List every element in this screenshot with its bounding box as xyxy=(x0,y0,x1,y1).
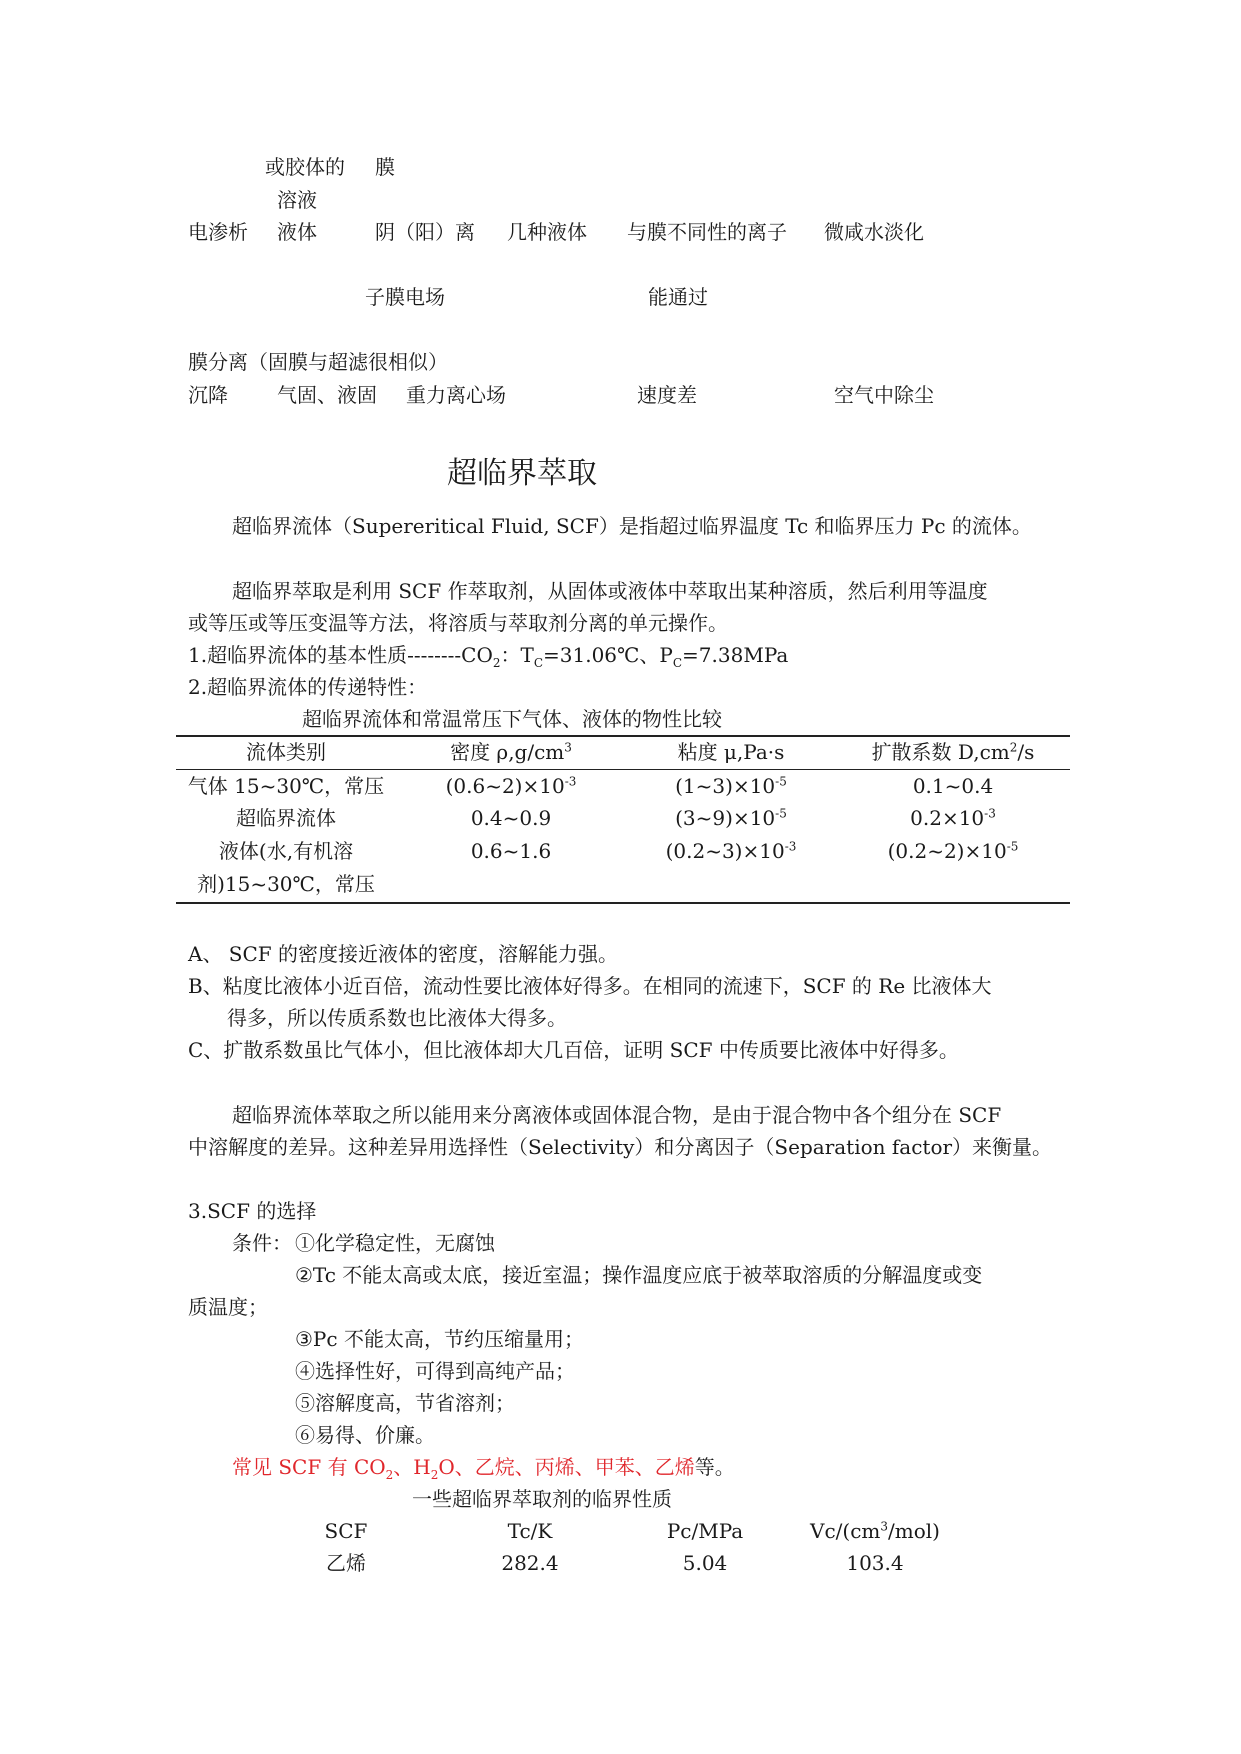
table-cell: 超临界流体 xyxy=(236,806,336,830)
table-bottom-rule xyxy=(176,902,1070,904)
paragraph: 超临界萃取是利用 SCF 作萃取剂，从固体或液体中萃取出某种溶质，然后利用等温度 xyxy=(232,579,988,603)
table-header-rule xyxy=(176,769,1070,770)
table-cell: 0.1~0.4 xyxy=(912,774,994,798)
fragment-text: 气固、液固 xyxy=(277,383,377,407)
point-b: 得多，所以传质系数也比液体大得多。 xyxy=(227,1006,567,1030)
paragraph: 或等压或等压变温等方法，将溶质与萃取剂分离的单元操作。 xyxy=(188,611,728,635)
fragment-text: 微咸水淡化 xyxy=(824,220,924,244)
common-scf-line: 常见 SCF 有 $CO_2$、$H_2O$、乙烷、丙烯、甲苯、乙烯等。 xyxy=(232,1455,735,1482)
table-cell: 0.4~0.9 xyxy=(470,806,552,830)
condition: ②Tc 不能太高或太底，接近室温；操作温度应底于被萃取溶质的分解温度或变 xyxy=(295,1263,983,1287)
table-caption: 一些超临界萃取剂的临界性质 xyxy=(412,1487,672,1511)
table-header: Tc/K xyxy=(507,1519,553,1543)
table-top-rule xyxy=(176,735,1070,737)
fragment-text: 空气中除尘 xyxy=(834,383,934,407)
condition: ⑥易得、价廉。 xyxy=(295,1423,435,1447)
condition: 质温度； xyxy=(188,1295,268,1319)
table-cell: $(0.2\sim 2)\times 10^{-5}$ xyxy=(887,839,1019,863)
fragment-text: 速度差 xyxy=(637,383,697,407)
fragment-text: 膜分离（固膜与超滤很相似） xyxy=(188,350,448,374)
table-header: 扩散系数 $D,cm^2/s$ xyxy=(871,740,1035,764)
list-item: 3.SCF 的选择 xyxy=(188,1199,317,1223)
fragment-text: 或胶体的 xyxy=(265,155,345,179)
list-item: 1.超临界流体的基本性质$--------CO_2$：$T_C=31.06℃$、$P_C=7.38MPa$ xyxy=(188,643,789,670)
condition: ⑤溶解度高，节省溶剂； xyxy=(295,1391,515,1415)
section-title: 超临界萃取 xyxy=(447,456,597,491)
table-cell: $(3\sim 9)\times 10^{-5}$ xyxy=(675,806,787,830)
table-header: 流体类别 xyxy=(246,740,326,764)
table-cell: $0.2\times 10^{-3}$ xyxy=(910,806,996,830)
fragment-text: 子膜电场 xyxy=(365,285,445,309)
condition: ①化学稳定性，无腐蚀 xyxy=(295,1231,495,1255)
table-cell: 剂)15~30℃，常压 xyxy=(197,872,375,896)
table-cell: $(0.6\sim 2)\times 10^{-3}$ xyxy=(445,774,577,798)
table-cell: 气体 15~30℃，常压 xyxy=(187,774,385,798)
table-cell: 0.6~1.6 xyxy=(470,839,552,863)
paragraph: 超临界流体（Supereritical Fluid, SCF）是指超过临界温度 Tc 和临界压力 Pc 的流体。 xyxy=(232,514,1032,538)
point-a: A、 SCF 的密度接近液体的密度，溶解能力强。 xyxy=(188,942,619,966)
table-header: $Vc/(cm^3/mol)$ xyxy=(810,1519,940,1543)
table-cell: 液体(水,有机溶 xyxy=(218,839,354,863)
table-cell: 103.4 xyxy=(846,1551,904,1575)
fragment-text: 沉降 xyxy=(188,383,228,407)
table-cell: 282.4 xyxy=(501,1551,559,1575)
condition: ④选择性好，可得到高纯产品； xyxy=(295,1359,575,1383)
fragment-text: 膜 xyxy=(375,155,395,179)
table-header: Pc/MPa xyxy=(666,1519,744,1543)
paragraph: 超临界流体萃取之所以能用来分离液体或固体混合物，是由于混合物中各个组分在 SCF xyxy=(232,1103,1002,1127)
table-header: 粘度 μ,Pa·s xyxy=(677,740,785,764)
table-cell: 5.04 xyxy=(682,1551,728,1575)
fragment-text: 与膜不同性的离子 xyxy=(627,220,787,244)
table-caption: 超临界流体和常温常压下气体、液体的物性比较 xyxy=(302,707,722,731)
table-cell: $(0.2\sim 3)\times 10^{-3}$ xyxy=(665,839,797,863)
fragment-text: 几种液体 xyxy=(507,220,587,244)
table-header: 密度 $\rho,g/cm^3$ xyxy=(450,740,572,764)
table-cell: 乙烯 xyxy=(326,1551,366,1575)
condition: ③Pc 不能太高，节约压缩量用； xyxy=(295,1327,584,1351)
fragment-text: 溶液 xyxy=(277,188,317,212)
point-b: B、粘度比液体小近百倍，流动性要比液体好得多。在相同的流速下，SCF 的 Re 比液体大 xyxy=(188,974,992,998)
fragment-text: 能通过 xyxy=(648,285,708,309)
fragment-text: 电渗析 xyxy=(188,220,248,244)
table-cell: $(1\sim 3)\times 10^{-5}$ xyxy=(675,774,787,798)
paragraph: 中溶解度的差异。这种差异用选择性（Selectivity）和分离因子（Separation factor）来衡量。 xyxy=(188,1135,1053,1159)
fragment-text: 重力离心场 xyxy=(406,383,506,407)
table-header: SCF xyxy=(324,1519,368,1543)
list-item: 2.超临界流体的传递特性： xyxy=(188,675,428,699)
fragment-text: 阴（阳）离 xyxy=(375,220,475,244)
conditions-label: 条件： xyxy=(232,1231,292,1255)
fragment-text: 液体 xyxy=(277,220,317,244)
point-c: C、扩散系数虽比气体小，但比液体却大几百倍，证明 SCF 中传质要比液体中好得多。 xyxy=(188,1038,959,1062)
